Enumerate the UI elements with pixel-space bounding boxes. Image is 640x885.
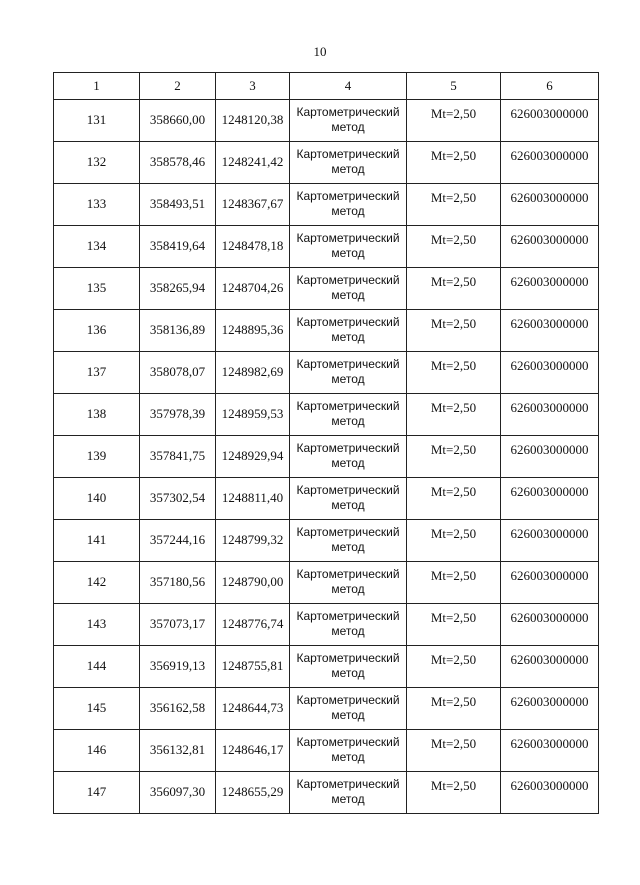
y-coordinate-cell: 1248959,53 [216,394,290,436]
method-line-1: Картометрический [296,357,400,371]
x-coordinate-cell: 357302,54 [140,478,216,520]
accuracy-cell: Mt=2,50 [407,142,501,184]
method-cell [290,352,407,394]
code-cell: 626003000000 [501,478,599,520]
table-row [54,604,599,646]
table-row [54,772,599,814]
y-coordinate-cell: 1248655,29 [216,772,290,814]
point-number-cell: 135 [54,268,140,310]
x-coordinate-cell: 357841,75 [140,436,216,478]
accuracy-cell: Mt=2,50 [407,604,501,646]
method-line-1: Картометрический [296,651,400,665]
method-line-2: метод [331,708,365,722]
code-cell: 626003000000 [501,688,599,730]
code-cell: 626003000000 [501,184,599,226]
y-coordinate-cell: 1248646,17 [216,730,290,772]
method-line-1: Картометрический [296,273,400,287]
method-cell [290,226,407,268]
table-row [54,394,599,436]
point-number-cell: 140 [54,478,140,520]
x-coordinate-cell: 357073,17 [140,604,216,646]
x-coordinate-cell: 357180,56 [140,562,216,604]
method-line-2: метод [331,414,365,428]
method-line-2: метод [331,204,365,218]
accuracy-cell: Mt=2,50 [407,394,501,436]
y-coordinate-cell: 1248241,42 [216,142,290,184]
code-cell: 626003000000 [501,520,599,562]
table-row [54,436,599,478]
column-header-6: 6 [501,73,599,100]
method-cell [290,520,407,562]
code-cell: 626003000000 [501,646,599,688]
method-line-1: Картометрический [296,735,400,749]
method-line-1: Картометрический [296,105,400,119]
point-number-cell: 147 [54,772,140,814]
code-cell: 626003000000 [501,436,599,478]
table-row [54,268,599,310]
method-line-2: метод [331,666,365,680]
point-number-cell: 143 [54,604,140,646]
method-line-2: метод [331,624,365,638]
method-cell [290,436,407,478]
table-row [54,226,599,268]
code-cell: 626003000000 [501,394,599,436]
y-coordinate-cell: 1248929,94 [216,436,290,478]
x-coordinate-cell: 358419,64 [140,226,216,268]
method-line-1: Картометрический [296,231,400,245]
x-coordinate-cell: 356097,30 [140,772,216,814]
table-row [54,100,599,142]
method-line-2: метод [331,288,365,302]
method-line-2: метод [331,498,365,512]
table-row [54,646,599,688]
table-row [54,184,599,226]
page-number: 10 [313,44,327,59]
code-cell: 626003000000 [501,142,599,184]
method-line-2: метод [331,330,365,344]
table-row [54,352,599,394]
method-line-2: метод [331,456,365,470]
table-row [54,478,599,520]
method-line-2: метод [331,792,365,806]
x-coordinate-cell: 358493,51 [140,184,216,226]
code-cell: 626003000000 [501,730,599,772]
point-number-cell: 139 [54,436,140,478]
table-row [54,142,599,184]
method-line-1: Картометрический [296,483,400,497]
method-cell [290,142,407,184]
method-cell [290,268,407,310]
table-header-row [54,73,599,100]
method-line-1: Картометрический [296,777,400,791]
accuracy-cell: Mt=2,50 [407,772,501,814]
method-cell [290,772,407,814]
method-cell [290,310,407,352]
accuracy-cell: Mt=2,50 [407,226,501,268]
x-coordinate-cell: 358265,94 [140,268,216,310]
column-header-4: 4 [290,73,407,100]
table-row [54,688,599,730]
point-number-cell: 134 [54,226,140,268]
method-cell [290,688,407,730]
y-coordinate-cell: 1248811,40 [216,478,290,520]
accuracy-cell: Mt=2,50 [407,688,501,730]
point-number-cell: 141 [54,520,140,562]
y-coordinate-cell: 1248367,67 [216,184,290,226]
code-cell: 626003000000 [501,310,599,352]
y-coordinate-cell: 1248790,00 [216,562,290,604]
accuracy-cell: Mt=2,50 [407,100,501,142]
point-number-cell: 142 [54,562,140,604]
x-coordinate-cell: 357978,39 [140,394,216,436]
x-coordinate-cell: 358136,89 [140,310,216,352]
column-header-1: 1 [54,73,140,100]
code-cell: 626003000000 [501,562,599,604]
table-row [54,310,599,352]
method-cell [290,730,407,772]
point-number-cell: 145 [54,688,140,730]
accuracy-cell: Mt=2,50 [407,730,501,772]
column-header-3: 3 [216,73,290,100]
method-line-2: метод [331,162,365,176]
point-number-cell: 132 [54,142,140,184]
method-cell [290,478,407,520]
method-line-1: Картометрический [296,693,400,707]
method-line-1: Картометрический [296,441,400,455]
method-cell [290,394,407,436]
method-line-1: Картометрический [296,567,400,581]
x-coordinate-cell: 356919,13 [140,646,216,688]
point-number-cell: 146 [54,730,140,772]
x-coordinate-cell: 356162,58 [140,688,216,730]
table-row [54,562,599,604]
method-line-1: Картометрический [296,399,400,413]
x-coordinate-cell: 358078,07 [140,352,216,394]
column-header-5: 5 [407,73,501,100]
point-number-cell: 137 [54,352,140,394]
method-cell [290,604,407,646]
method-line-2: метод [331,372,365,386]
method-line-2: метод [331,540,365,554]
accuracy-cell: Mt=2,50 [407,646,501,688]
code-cell: 626003000000 [501,772,599,814]
y-coordinate-cell: 1248120,38 [216,100,290,142]
y-coordinate-cell: 1248644,73 [216,688,290,730]
method-cell [290,646,407,688]
method-cell [290,184,407,226]
y-coordinate-cell: 1248799,32 [216,520,290,562]
table-row [54,730,599,772]
method-line-1: Картометрический [296,189,400,203]
accuracy-cell: Mt=2,50 [407,352,501,394]
accuracy-cell: Mt=2,50 [407,184,501,226]
x-coordinate-cell: 356132,81 [140,730,216,772]
accuracy-cell: Mt=2,50 [407,436,501,478]
code-cell: 626003000000 [501,604,599,646]
x-coordinate-cell: 358660,00 [140,100,216,142]
accuracy-cell: Mt=2,50 [407,520,501,562]
x-coordinate-cell: 357244,16 [140,520,216,562]
accuracy-cell: Mt=2,50 [407,562,501,604]
y-coordinate-cell: 1248776,74 [216,604,290,646]
x-coordinate-cell: 358578,46 [140,142,216,184]
table-row [54,520,599,562]
method-line-1: Картометрический [296,147,400,161]
method-line-2: метод [331,582,365,596]
point-number-cell: 136 [54,310,140,352]
y-coordinate-cell: 1248895,36 [216,310,290,352]
y-coordinate-cell: 1248478,18 [216,226,290,268]
method-cell [290,100,407,142]
column-header-2: 2 [140,73,216,100]
code-cell: 626003000000 [501,226,599,268]
accuracy-cell: Mt=2,50 [407,478,501,520]
method-line-1: Картометрический [296,609,400,623]
method-cell [290,562,407,604]
point-number-cell: 133 [54,184,140,226]
y-coordinate-cell: 1248704,26 [216,268,290,310]
method-line-1: Картометрический [296,525,400,539]
method-line-2: метод [331,750,365,764]
accuracy-cell: Mt=2,50 [407,268,501,310]
y-coordinate-cell: 1248755,81 [216,646,290,688]
accuracy-cell: Mt=2,50 [407,310,501,352]
point-number-cell: 131 [54,100,140,142]
code-cell: 626003000000 [501,268,599,310]
point-number-cell: 138 [54,394,140,436]
coordinates-table [53,72,599,814]
method-line-2: метод [331,120,365,134]
code-cell: 626003000000 [501,352,599,394]
code-cell: 626003000000 [501,100,599,142]
method-line-2: метод [331,246,365,260]
method-line-1: Картометрический [296,315,400,329]
y-coordinate-cell: 1248982,69 [216,352,290,394]
point-number-cell: 144 [54,646,140,688]
